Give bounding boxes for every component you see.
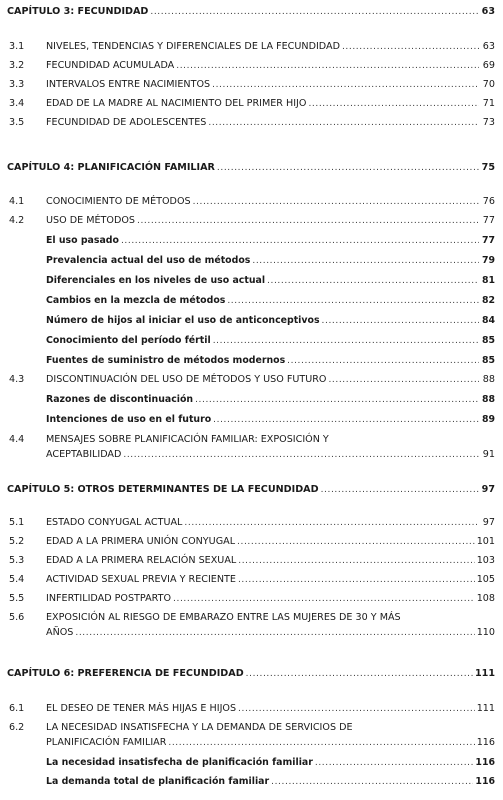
section-number: 4.1 bbox=[9, 196, 25, 207]
leader-dots bbox=[321, 485, 479, 495]
leader-dots bbox=[238, 704, 475, 714]
page-number: 81 bbox=[481, 275, 495, 286]
entry-title: INFERTILIDAD POSTPARTO bbox=[46, 593, 172, 604]
section-number: 3.4 bbox=[9, 98, 25, 109]
page-number: 82 bbox=[481, 295, 495, 306]
page-number: 84 bbox=[481, 315, 495, 326]
page-number: 85 bbox=[481, 355, 495, 366]
entry-title: Conocimiento del período fértil bbox=[46, 335, 211, 346]
page-number: 63 bbox=[482, 41, 495, 52]
entry-title: ESTADO CONYUGAL ACTUAL bbox=[46, 517, 183, 528]
leader-dots bbox=[238, 556, 474, 566]
leader-dots bbox=[212, 80, 479, 90]
entry-title: La necesidad insatisfecha de planificación familiar bbox=[46, 757, 313, 768]
leader-dots bbox=[271, 777, 473, 787]
page-number: 76 bbox=[482, 196, 495, 207]
section-number: 5.6 bbox=[9, 612, 25, 623]
page-number: 75 bbox=[481, 162, 495, 173]
entry-title: EDAD A LA PRIMERA RELACIÓN SEXUAL bbox=[46, 555, 237, 566]
leader-dots bbox=[287, 356, 479, 366]
chapter-6-heading[interactable] bbox=[7, 668, 495, 679]
entry-title: CONOCIMIENTO DE MÉTODOS bbox=[46, 196, 191, 207]
entry-title: FECUNDIDAD ACUMULADA bbox=[46, 60, 175, 71]
leader-dots bbox=[322, 316, 479, 326]
toc-entry-5-4[interactable] bbox=[46, 574, 495, 585]
entry-title: NIVELES, TENDENCIAS Y DIFERENCIALES DE LA FECUNDIDAD bbox=[46, 41, 340, 52]
page-number: 69 bbox=[482, 60, 495, 71]
page-number: 108 bbox=[476, 593, 495, 604]
entry-title: USO DE MÉTODOS bbox=[46, 215, 135, 226]
page-number: 97 bbox=[481, 484, 495, 495]
leader-dots bbox=[121, 236, 479, 246]
section-number: 3.1 bbox=[9, 41, 25, 52]
toc-entry-6-1[interactable] bbox=[46, 703, 495, 714]
leader-dots bbox=[150, 7, 479, 17]
entry-title: Fuentes de suministro de métodos modernos bbox=[46, 355, 286, 366]
leader-dots bbox=[267, 276, 479, 286]
chapter-title: CAPÍTULO 6: PREFERENCIA DE FECUNDIDAD bbox=[7, 668, 244, 679]
toc-entry-3-4[interactable] bbox=[46, 98, 495, 109]
leader-dots bbox=[213, 415, 479, 425]
page-number: 116 bbox=[475, 757, 495, 768]
toc-entry-5-5[interactable] bbox=[46, 593, 495, 604]
entry-title-line-2: PLANIFICACIÓN FAMILIAR bbox=[46, 737, 167, 748]
page-number: 103 bbox=[476, 555, 495, 566]
toc-entry-6-2[interactable] bbox=[46, 737, 495, 748]
toc-subentry[interactable] bbox=[46, 414, 495, 425]
toc-subentry[interactable] bbox=[46, 757, 495, 768]
leader-dots bbox=[217, 163, 479, 173]
page-number: 88 bbox=[482, 374, 495, 385]
toc-subentry[interactable] bbox=[46, 275, 495, 286]
entry-title: Prevalencia actual del uso de métodos bbox=[46, 255, 251, 266]
leader-dots bbox=[213, 336, 479, 346]
page-number: 77 bbox=[481, 235, 495, 246]
entry-title-line-2: ACEPTABILIDAD bbox=[46, 449, 122, 460]
page-number: 88 bbox=[481, 394, 495, 405]
leader-dots bbox=[137, 216, 479, 226]
toc-entry-3-3[interactable] bbox=[46, 79, 495, 90]
leader-dots bbox=[123, 450, 479, 460]
section-number: 3.3 bbox=[9, 79, 25, 90]
toc-entry-5-2[interactable] bbox=[46, 536, 495, 547]
toc-subentry[interactable] bbox=[46, 776, 495, 787]
toc-subentry[interactable] bbox=[46, 295, 495, 306]
entry-title: La demanda total de planificación familiar bbox=[46, 776, 270, 787]
page-number: 111 bbox=[474, 668, 495, 679]
page-number: 101 bbox=[476, 536, 495, 547]
leader-dots bbox=[342, 42, 479, 52]
chapter-title: CAPÍTULO 4: PLANIFICACIÓN FAMILIAR bbox=[7, 162, 215, 173]
page-number: 91 bbox=[482, 449, 495, 460]
entry-title: FECUNDIDAD DE ADOLESCENTES bbox=[46, 117, 207, 128]
page-number: 63 bbox=[481, 6, 495, 17]
entry-title-line-1[interactable]: LA NECESIDAD INSATISFECHA Y LA DEMANDA DE SERVICIOS DE bbox=[46, 722, 353, 733]
leader-dots bbox=[308, 99, 479, 109]
toc-entry-3-2[interactable] bbox=[46, 60, 495, 71]
entry-title: Intenciones de uso en el futuro bbox=[46, 414, 212, 425]
toc-entry-5-1[interactable] bbox=[46, 517, 495, 528]
page-number: 110 bbox=[476, 627, 495, 638]
toc-subentry[interactable] bbox=[46, 355, 495, 366]
leader-dots bbox=[237, 537, 475, 547]
page-number: 105 bbox=[476, 574, 495, 585]
entry-title: DISCONTINUACIÓN DEL USO DE MÉTODOS Y USO FUTURO bbox=[46, 374, 327, 385]
entry-title-line-1[interactable]: EXPOSICIÓN AL RIESGO DE EMBARAZO ENTRE LAS MUJERES DE 30 Y MÁS bbox=[46, 612, 401, 623]
page-number: 77 bbox=[482, 215, 495, 226]
entry-title: EDAD A LA PRIMERA UNIÓN CONYUGAL bbox=[46, 536, 236, 547]
leader-dots bbox=[193, 197, 479, 207]
entry-title: EL DESEO DE TENER MÁS HIJAS E HIJOS bbox=[46, 703, 237, 714]
toc-entry-4-3[interactable] bbox=[46, 374, 495, 385]
section-number: 6.2 bbox=[9, 722, 25, 733]
leader-dots bbox=[315, 758, 474, 768]
entry-title-line-1[interactable]: MENSAJES SOBRE PLANIFICACIÓN FAMILIAR: EXPOSICIÓN Y bbox=[46, 434, 329, 445]
toc-entry-4-2[interactable] bbox=[46, 215, 495, 226]
toc-entry-5-6[interactable] bbox=[46, 627, 495, 638]
page-number: 71 bbox=[482, 98, 495, 109]
chapter-title: CAPÍTULO 5: OTROS DETERMINANTES DE LA FECUNDIDAD bbox=[7, 484, 319, 495]
leader-dots bbox=[208, 118, 479, 128]
toc-subentry[interactable] bbox=[46, 315, 495, 326]
page-number: 89 bbox=[481, 414, 495, 425]
page-number: 111 bbox=[476, 703, 495, 714]
section-number: 5.5 bbox=[9, 593, 25, 604]
leader-dots bbox=[227, 296, 479, 306]
page-number: 116 bbox=[475, 776, 495, 787]
chapter-4-heading[interactable] bbox=[7, 162, 495, 173]
entry-title: INTERVALOS ENTRE NACIMIENTOS bbox=[46, 79, 211, 90]
section-number: 4.3 bbox=[9, 374, 25, 385]
entry-title: El uso pasado bbox=[46, 235, 119, 246]
page-number: 79 bbox=[481, 255, 495, 266]
entry-title: Diferenciales en los niveles de uso actual bbox=[46, 275, 266, 286]
entry-title-line-2: AÑOS bbox=[46, 627, 74, 638]
section-number: 5.2 bbox=[9, 536, 25, 547]
toc-subentry[interactable] bbox=[46, 235, 495, 246]
chapter-5-heading[interactable] bbox=[7, 484, 495, 495]
section-number: 4.2 bbox=[9, 215, 25, 226]
page-number: 116 bbox=[476, 737, 495, 748]
entry-title: ACTIVIDAD SEXUAL PREVIA Y RECIENTE bbox=[46, 574, 236, 585]
toc-entry-4-1[interactable] bbox=[46, 196, 495, 207]
section-number: 5.4 bbox=[9, 574, 25, 585]
toc-entry-5-3[interactable] bbox=[46, 555, 495, 566]
toc-entry-4-4[interactable] bbox=[46, 449, 495, 460]
entry-title: EDAD DE LA MADRE AL NACIMIENTO DEL PRIMER HIJO bbox=[46, 98, 307, 109]
leader-dots bbox=[328, 375, 479, 385]
chapter-title: CAPÍTULO 3: FECUNDIDAD bbox=[7, 6, 149, 17]
leader-dots bbox=[184, 518, 479, 528]
section-number: 6.1 bbox=[9, 703, 25, 714]
leader-dots bbox=[173, 594, 475, 604]
chapter-3-heading[interactable] bbox=[7, 6, 495, 17]
page-number: 73 bbox=[482, 117, 495, 128]
page-number: 97 bbox=[482, 517, 495, 528]
toc-subentry[interactable] bbox=[46, 255, 495, 266]
leader-dots bbox=[168, 738, 474, 748]
leader-dots bbox=[252, 256, 479, 266]
entry-title: Número de hijos al iniciar el uso de anticonceptivos bbox=[46, 315, 320, 326]
toc-entry-3-5[interactable] bbox=[46, 117, 495, 128]
leader-dots bbox=[75, 628, 474, 638]
leader-dots bbox=[176, 61, 479, 71]
leader-dots bbox=[246, 669, 473, 679]
section-number: 3.5 bbox=[9, 117, 25, 128]
toc-entry-3-1[interactable] bbox=[46, 41, 495, 52]
toc-subentry[interactable] bbox=[46, 335, 495, 346]
entry-title: Cambios en la mezcla de métodos bbox=[46, 295, 226, 306]
section-number: 3.2 bbox=[9, 60, 25, 71]
leader-dots bbox=[195, 395, 479, 405]
leader-dots bbox=[238, 575, 475, 585]
entry-title: Razones de discontinuación bbox=[46, 394, 194, 405]
section-number: 5.3 bbox=[9, 555, 25, 566]
page-number: 85 bbox=[481, 335, 495, 346]
section-number: 4.4 bbox=[9, 434, 25, 445]
section-number: 5.1 bbox=[9, 517, 25, 528]
page-number: 70 bbox=[482, 79, 495, 90]
toc-subentry[interactable] bbox=[46, 394, 495, 405]
